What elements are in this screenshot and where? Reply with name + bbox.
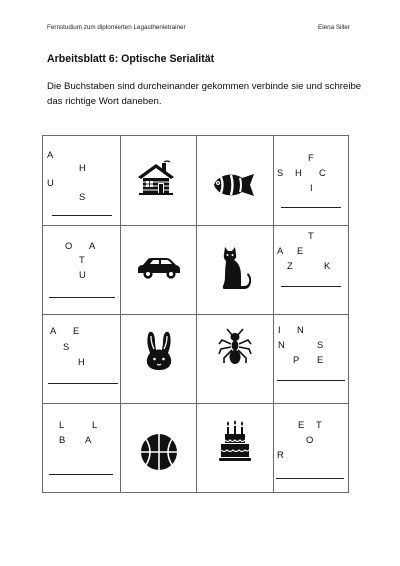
answer-line[interactable] <box>281 286 341 287</box>
letter: K <box>324 260 331 271</box>
letter: S <box>63 341 70 352</box>
letter: O <box>306 434 314 445</box>
letter: S <box>79 191 86 202</box>
answer-line[interactable] <box>276 478 344 479</box>
answer-line[interactable] <box>52 215 112 216</box>
letter: E <box>297 245 304 256</box>
car-icon <box>136 256 182 280</box>
rabbit-icon <box>144 331 174 371</box>
answer-line[interactable] <box>49 474 113 475</box>
ant-icon <box>218 328 252 366</box>
letter: A <box>85 434 92 445</box>
letter: H <box>295 167 302 178</box>
letter: N <box>297 324 304 335</box>
instruction-text: Die Buchstaben sind durcheinander gekommen verbinde sie und schreibe das richtige Wort daneben. <box>47 81 362 107</box>
worksheet-title: Arbeitsblatt 6: Optische Serialität <box>47 53 215 65</box>
letter: A <box>47 149 54 160</box>
cat-icon <box>219 246 251 290</box>
letter: L <box>92 419 98 430</box>
letter: A <box>277 245 284 256</box>
letter: I <box>310 182 313 193</box>
letter: H <box>79 162 86 173</box>
letter: A <box>89 240 96 251</box>
letter: T <box>316 419 322 430</box>
letter: O <box>65 240 73 251</box>
letter: H <box>78 356 85 367</box>
answer-line[interactable] <box>48 383 118 384</box>
letter: U <box>79 269 86 280</box>
scrambled-word-cell <box>43 403 120 494</box>
letter: P <box>293 354 300 365</box>
letter: N <box>278 339 285 350</box>
word-puzzle-grid <box>42 135 349 493</box>
letter: I <box>278 324 281 335</box>
basketball-icon <box>140 433 178 471</box>
letter: E <box>317 354 324 365</box>
scrambled-word-cell <box>273 314 350 403</box>
letter: U <box>47 177 54 188</box>
letter: C <box>319 167 326 178</box>
letter: T <box>308 230 314 241</box>
scrambled-word-cell <box>43 136 120 225</box>
fish-icon <box>212 172 258 198</box>
scrambled-word-cell <box>43 314 120 403</box>
letter: S <box>317 339 324 350</box>
answer-line[interactable] <box>277 380 345 381</box>
letter: S <box>277 167 284 178</box>
scrambled-word-cell <box>273 136 350 225</box>
answer-line[interactable] <box>281 207 341 208</box>
scrambled-word-cell <box>43 225 120 314</box>
letter: R <box>277 449 284 460</box>
cake-icon <box>219 420 251 462</box>
house-icon <box>137 160 175 196</box>
letter: E <box>298 419 305 430</box>
letter: F <box>308 152 314 163</box>
scrambled-word-cell <box>273 403 350 494</box>
letter: T <box>79 254 85 265</box>
letter: E <box>73 325 80 336</box>
answer-line[interactable] <box>49 297 115 298</box>
header-author: Elena Siller <box>318 24 350 31</box>
letter: L <box>59 419 65 430</box>
scrambled-word-cell <box>273 225 350 314</box>
letter: Z <box>287 260 293 271</box>
header-left-text: Fernstudium zum diplomierten Legasthenietrainer <box>47 24 186 31</box>
letter: A <box>50 325 57 336</box>
letter: B <box>59 434 66 445</box>
